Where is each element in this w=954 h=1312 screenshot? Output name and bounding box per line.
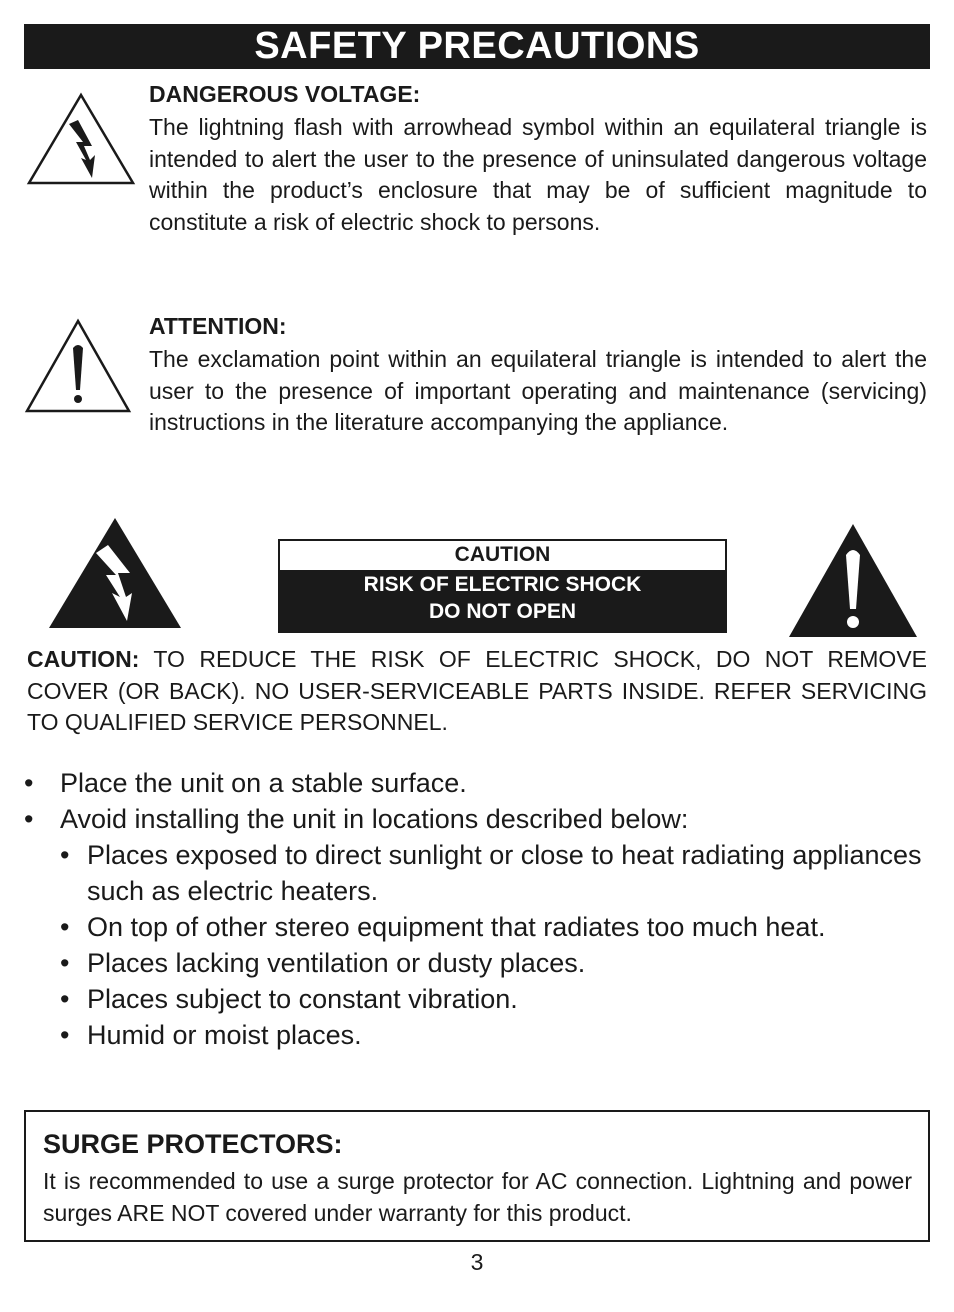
caution-label-box [278, 539, 727, 633]
list-item-with-sublist [24, 801, 924, 1053]
location-sub-list [60, 837, 924, 1053]
installation-bullet-list [24, 765, 924, 1053]
list-item: • On top of other stereo equipment that radiates too much heat. [60, 909, 924, 945]
attention-section [149, 312, 927, 439]
attention-text: The exclamation point within an equilateral triangle is intended to alert the user to the presence of important operating and maintenance (servicing) instructions in the literature accompanying the appliance. [149, 346, 927, 435]
page-number: 3 [470, 1249, 484, 1275]
page-title: SAFETY PRECAUTIONS [24, 24, 930, 69]
caution-statement-label: CAUTION: [27, 646, 140, 672]
list-item: • Places subject to constant vibration. [60, 981, 924, 1017]
surge-protectors-heading: SURGE PROTECTORS: [43, 1129, 343, 1159]
caution-statement-text: TO REDUCE THE RISK OF ELECTRIC SHOCK, DO NOT REMOVE COVER (OR BACK). NO USER-SERVICEABLE PARTS INSIDE. REFER SERVICING TO QUALIFIED SERVICE PERSONNEL. [27, 646, 927, 735]
caution-label-line2: DO NOT OPEN [428, 600, 576, 623]
dangerous-voltage-section [149, 80, 927, 238]
list-item: • Place the unit on a stable surface. [24, 765, 924, 801]
dangerous-voltage-heading: DANGEROUS VOLTAGE: [149, 81, 421, 107]
caution-label-top: CAUTION [280, 541, 725, 570]
dangerous-voltage-text: The lightning flash with arrowhead symbol within an equilateral triangle is intended to alert the user to the presence of uninsulated dangerous voltage within the product’s enclosure that may be of sufficient magnitude to constitute a risk of electric shock to persons. [149, 114, 927, 235]
surge-protectors-box [24, 1110, 930, 1242]
caution-label-line1: RISK OF ELECTRIC SHOCK [363, 573, 642, 596]
exclamation-triangle-solid-icon [788, 523, 918, 638]
attention-heading: ATTENTION: [149, 313, 287, 339]
list-item: • Places exposed to direct sunlight or close to heat radiating appliances such as electric heaters. [60, 837, 924, 909]
lightning-triangle-outline-icon [26, 92, 136, 186]
exclamation-triangle-outline-icon [24, 318, 132, 414]
list-item: • Humid or moist places. [60, 1017, 924, 1053]
caution-statement [27, 644, 927, 739]
surge-protectors-text: It is recommended to use a surge protector for AC connection. Lightning and power surges ARE NOT covered under warranty for this product. [43, 1168, 912, 1226]
list-item-text: Avoid installing the unit in locations described below: [60, 804, 689, 834]
lightning-triangle-solid-icon [48, 517, 182, 629]
caution-label-warning [280, 570, 725, 631]
list-item: • Places lacking ventilation or dusty places. [60, 945, 924, 981]
